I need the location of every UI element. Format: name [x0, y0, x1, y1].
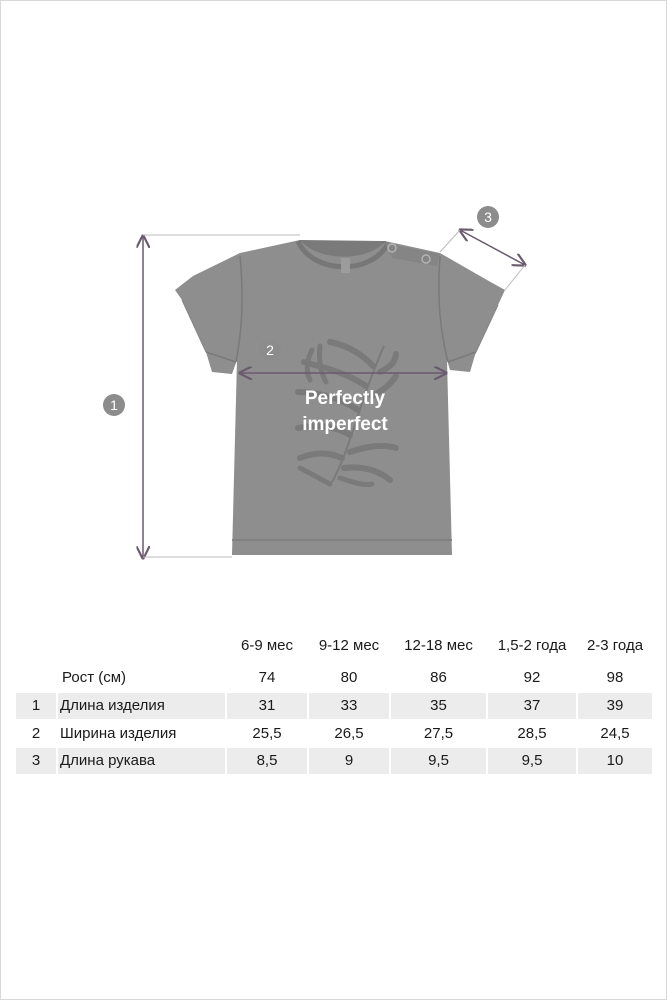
table-cell: 27,5 [423, 725, 454, 742]
svg-text:1: 1 [110, 397, 118, 413]
table-cell: 35 [391, 693, 486, 719]
table-cell: 26,5 [334, 725, 364, 742]
table-cell: 8,5 [227, 748, 307, 774]
table-cell: 28,5 [517, 725, 547, 742]
table-cell: 98 [606, 669, 624, 686]
row-number: 1 [16, 693, 56, 719]
table-row [16, 693, 652, 719]
table-cell: 74 [258, 669, 276, 686]
svg-text:3: 3 [484, 209, 492, 225]
table-row [16, 748, 652, 774]
table-cell: 9,5 [391, 748, 486, 774]
table-cell: 86 [430, 669, 447, 686]
table-row [16, 665, 652, 691]
table-header-row [16, 633, 652, 659]
row-label: Рост (см) [62, 669, 127, 686]
row-label: Длина изделия [58, 693, 225, 719]
table-cell: 9,5 [488, 748, 576, 774]
row-label-header [58, 633, 225, 659]
table-row [16, 721, 652, 747]
row-label: Длина рукава [58, 748, 225, 774]
row-number: 3 [16, 748, 56, 774]
size-header: 12-18 мес [404, 637, 473, 654]
row-label: Ширина изделия [60, 725, 177, 742]
table-cell: 92 [523, 669, 541, 686]
table-cell: 37 [488, 693, 576, 719]
size-header: 1,5-2 года [497, 637, 567, 654]
double-headed-arrow [460, 230, 525, 265]
svg-text:2: 2 [266, 342, 274, 358]
table-cell: 25,5 [252, 725, 282, 742]
row-number: 2 [31, 725, 41, 742]
table-cell: 39 [578, 693, 652, 719]
table-cell: 9 [309, 748, 389, 774]
size-header: 2-3 года [586, 637, 644, 654]
print-text-line1: Perfectly [304, 388, 386, 409]
print-text-line2: imperfect [302, 414, 388, 435]
table-cell: 80 [340, 669, 358, 686]
size-header: 6-9 мес [240, 637, 293, 654]
table-cell: 31 [227, 693, 307, 719]
size-header: 9-12 мес [318, 637, 380, 654]
table-cell: 10 [578, 748, 652, 774]
table-cell: 33 [309, 693, 389, 719]
table-cell: 24,5 [600, 725, 630, 742]
